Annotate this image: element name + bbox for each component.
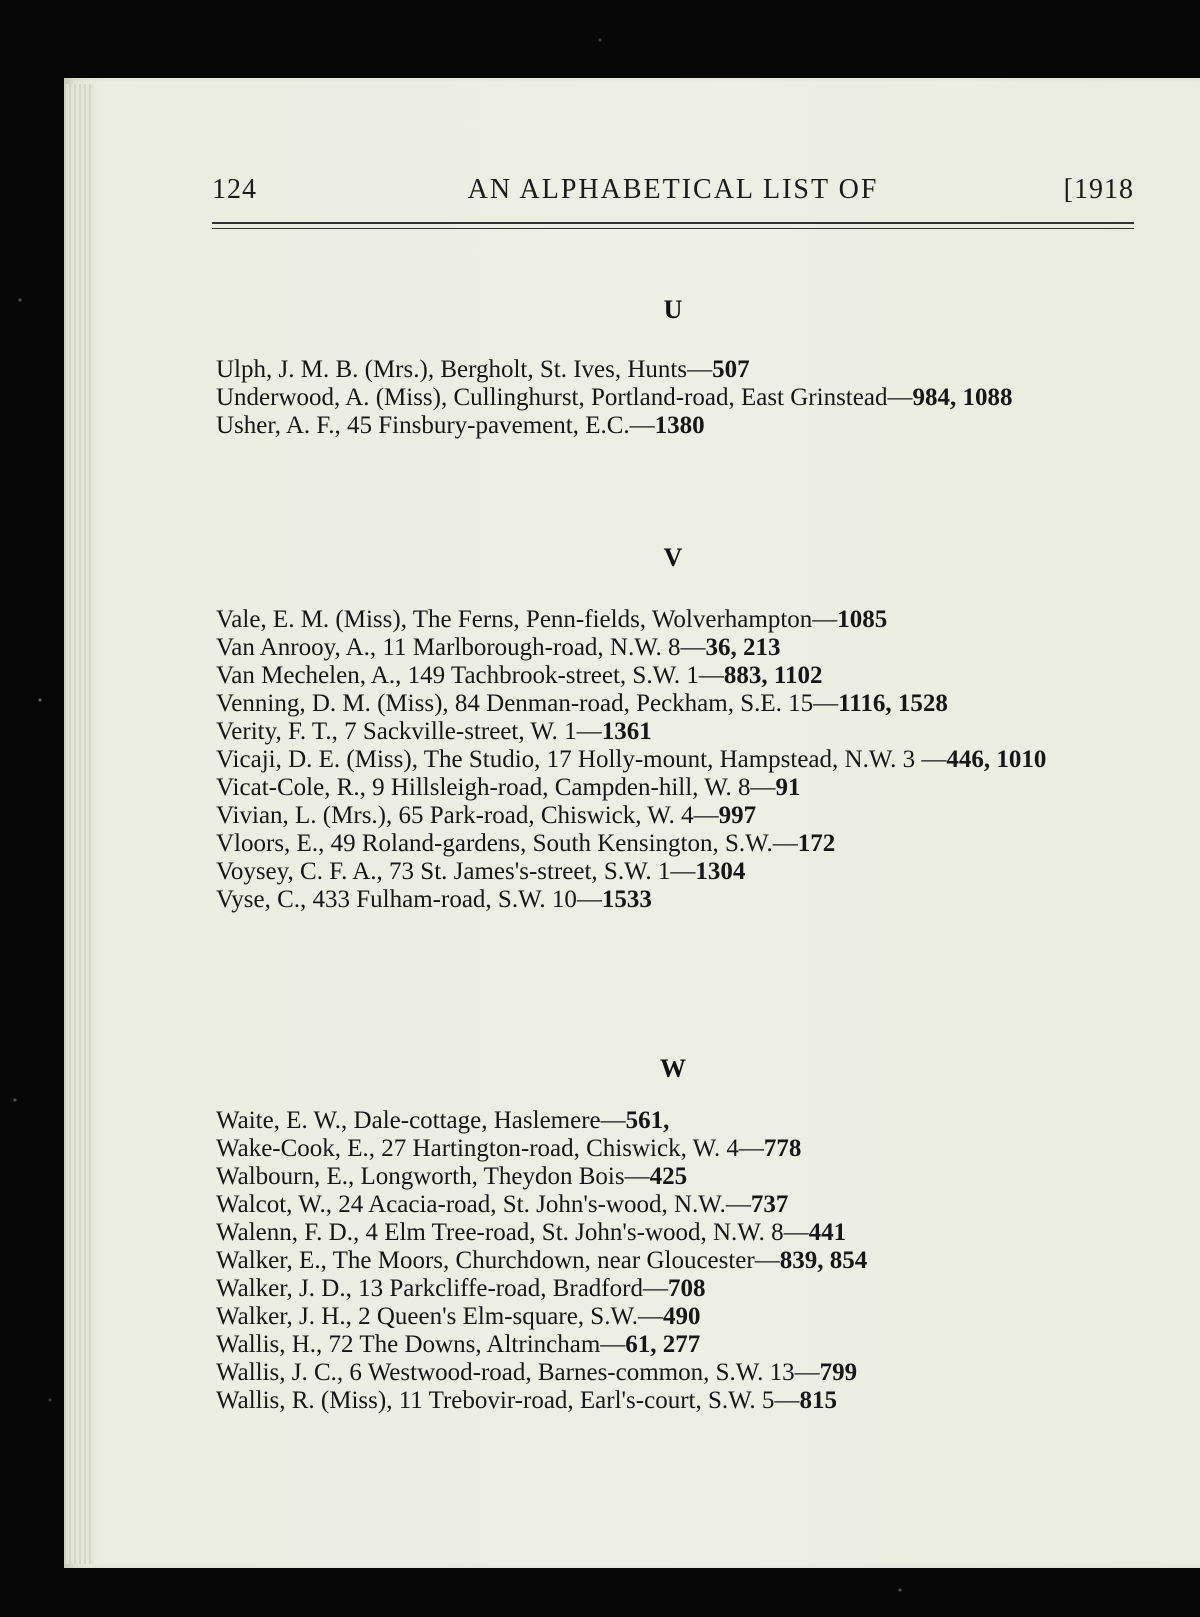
section-heading-w: W [660, 1054, 686, 1083]
entry-numbers: 883, 1102 [723, 662, 823, 689]
section-heading-v: V [663, 543, 683, 572]
entry-numbers: 1085 [837, 606, 888, 633]
entry-text: Vyse, C., 433 Fulham-road, S.W. 10— [216, 886, 602, 913]
entry-text: Vicaji, D. E. (Miss), The Studio, 17 Holly-mount, Hampstead, N.W. 3 — [216, 746, 947, 773]
entry-numbers: 984, 1088 [912, 384, 1013, 411]
list-item [216, 662, 1136, 690]
list-item [216, 384, 1136, 412]
list-item [216, 1387, 1136, 1415]
list-item [216, 774, 1136, 802]
entry-text: Walenn, F. D., 4 Elm Tree-road, St. John's-wood, N.W. 8— [216, 1219, 809, 1246]
entry-numbers: 561, [625, 1107, 670, 1134]
list-item [216, 634, 1136, 662]
entry-text: Wallis, J. C., 6 Westwood-road, Barnes-common, S.W. 13— [216, 1359, 820, 1386]
list-item [216, 830, 1136, 858]
entry-text: Walcot, W., 24 Acacia-road, St. John's-wood, N.W.— [216, 1191, 751, 1218]
list-item [216, 606, 1136, 634]
entry-text: Van Mechelen, A., 149 Tachbrook-street, S.W. 1— [216, 662, 724, 689]
entry-text: Vale, E. M. (Miss), The Ferns, Penn-fields, Wolverhampton— [216, 606, 838, 633]
entry-numbers: 507 [712, 356, 750, 383]
entry-numbers: 997 [718, 802, 757, 829]
entry-numbers: 446, 1010 [946, 746, 1047, 773]
entry-text: Vicat-Cole, R., 9 Hillsleigh-road, Campden-hill, W. 8— [216, 774, 776, 801]
list-item [216, 356, 1136, 384]
entry-numbers: 815 [799, 1387, 837, 1414]
list-item [216, 886, 1136, 914]
entry-text: Venning, D. M. (Miss), 84 Denman-road, Peckham, S.E. 15— [216, 690, 839, 717]
entry-text: Usher, A. F., 45 Finsbury-pavement, E.C.— [216, 412, 655, 439]
entry-numbers: 1361 [601, 718, 652, 745]
list-item [216, 858, 1136, 886]
entry-list-u [216, 356, 1136, 440]
entry-text: Verity, F. T., 7 Sackville-street, W. 1— [216, 718, 602, 745]
entry-numbers: 91 [775, 774, 801, 801]
header-double-rule [212, 222, 1134, 229]
list-item [216, 1135, 1136, 1163]
page-title: AN ALPHABETICAL LIST OF [467, 174, 879, 205]
entry-text: Waite, E. W., Dale-cottage, Haslemere— [216, 1107, 626, 1134]
entry-numbers: 1533 [601, 886, 652, 913]
list-item [216, 1247, 1136, 1275]
entry-text: Vloors, E., 49 Roland-gardens, South Kensington, S.W.— [216, 830, 798, 857]
entry-numbers: 490 [663, 1303, 701, 1330]
entry-numbers: 1116, 1528 [838, 690, 948, 717]
entry-text: Walker, E., The Moors, Churchdown, near Gloucester— [216, 1247, 780, 1274]
entry-numbers: 425 [649, 1163, 688, 1190]
list-item [216, 1107, 1136, 1135]
entry-text: Walker, J. D., 13 Parkcliffe-road, Bradford— [216, 1275, 668, 1302]
page-gutter-edge [64, 84, 94, 1564]
entry-numbers: 441 [808, 1219, 847, 1246]
entry-list-v [216, 606, 1136, 914]
list-item [216, 412, 1136, 440]
entry-numbers: 737 [750, 1191, 789, 1218]
running-header [212, 170, 1134, 210]
page-number: 124 [212, 174, 257, 205]
entry-numbers: 799 [819, 1359, 858, 1386]
entry-numbers: 778 [763, 1135, 802, 1162]
entry-text: Underwood, A. (Miss), Cullinghurst, Portland-road, East Grinstead— [216, 384, 913, 411]
entry-numbers: 61, 277 [625, 1331, 701, 1358]
list-item [216, 802, 1136, 830]
list-item [216, 1331, 1136, 1359]
entry-numbers: 708 [667, 1275, 706, 1302]
entry-numbers: 172 [797, 830, 836, 857]
entry-numbers: 1380 [654, 412, 705, 439]
entry-text: Voysey, C. F. A., 73 St. James's-street, S.W. 1— [216, 858, 696, 885]
list-item [216, 1219, 1136, 1247]
header-year: [1918 [1063, 174, 1134, 205]
list-item [216, 1359, 1136, 1387]
entry-text: Wallis, H., 72 The Downs, Altrincham— [216, 1331, 626, 1358]
entry-text: Vivian, L. (Mrs.), 65 Park-road, Chiswick, W. 4— [216, 802, 719, 829]
list-item [216, 718, 1136, 746]
list-item [216, 690, 1136, 718]
list-item [216, 746, 1136, 774]
list-item [216, 1191, 1136, 1219]
entry-text: Walker, J. H., 2 Queen's Elm-square, S.W.— [216, 1303, 664, 1330]
entry-text: Walbourn, E., Longworth, Theydon Bois— [216, 1163, 650, 1190]
list-item [216, 1303, 1136, 1331]
list-item [216, 1275, 1136, 1303]
entry-text: Ulph, J. M. B. (Mrs.), Bergholt, St. Ives, Hunts— [216, 356, 713, 383]
list-item [216, 1163, 1136, 1191]
entry-text: Van Anrooy, A., 11 Marlborough-road, N.W. 8— [216, 634, 706, 661]
entry-list-w [216, 1107, 1136, 1415]
entry-text: Wallis, R. (Miss), 11 Trebovir-road, Earl's-court, S.W. 5— [216, 1387, 800, 1414]
entry-text: Wake-Cook, E., 27 Hartington-road, Chiswick, W. 4— [216, 1135, 764, 1162]
entry-numbers: 839, 854 [779, 1247, 868, 1274]
entry-numbers: 36, 213 [705, 634, 781, 661]
section-heading-u: U [663, 295, 683, 324]
entry-numbers: 1304 [695, 858, 746, 885]
